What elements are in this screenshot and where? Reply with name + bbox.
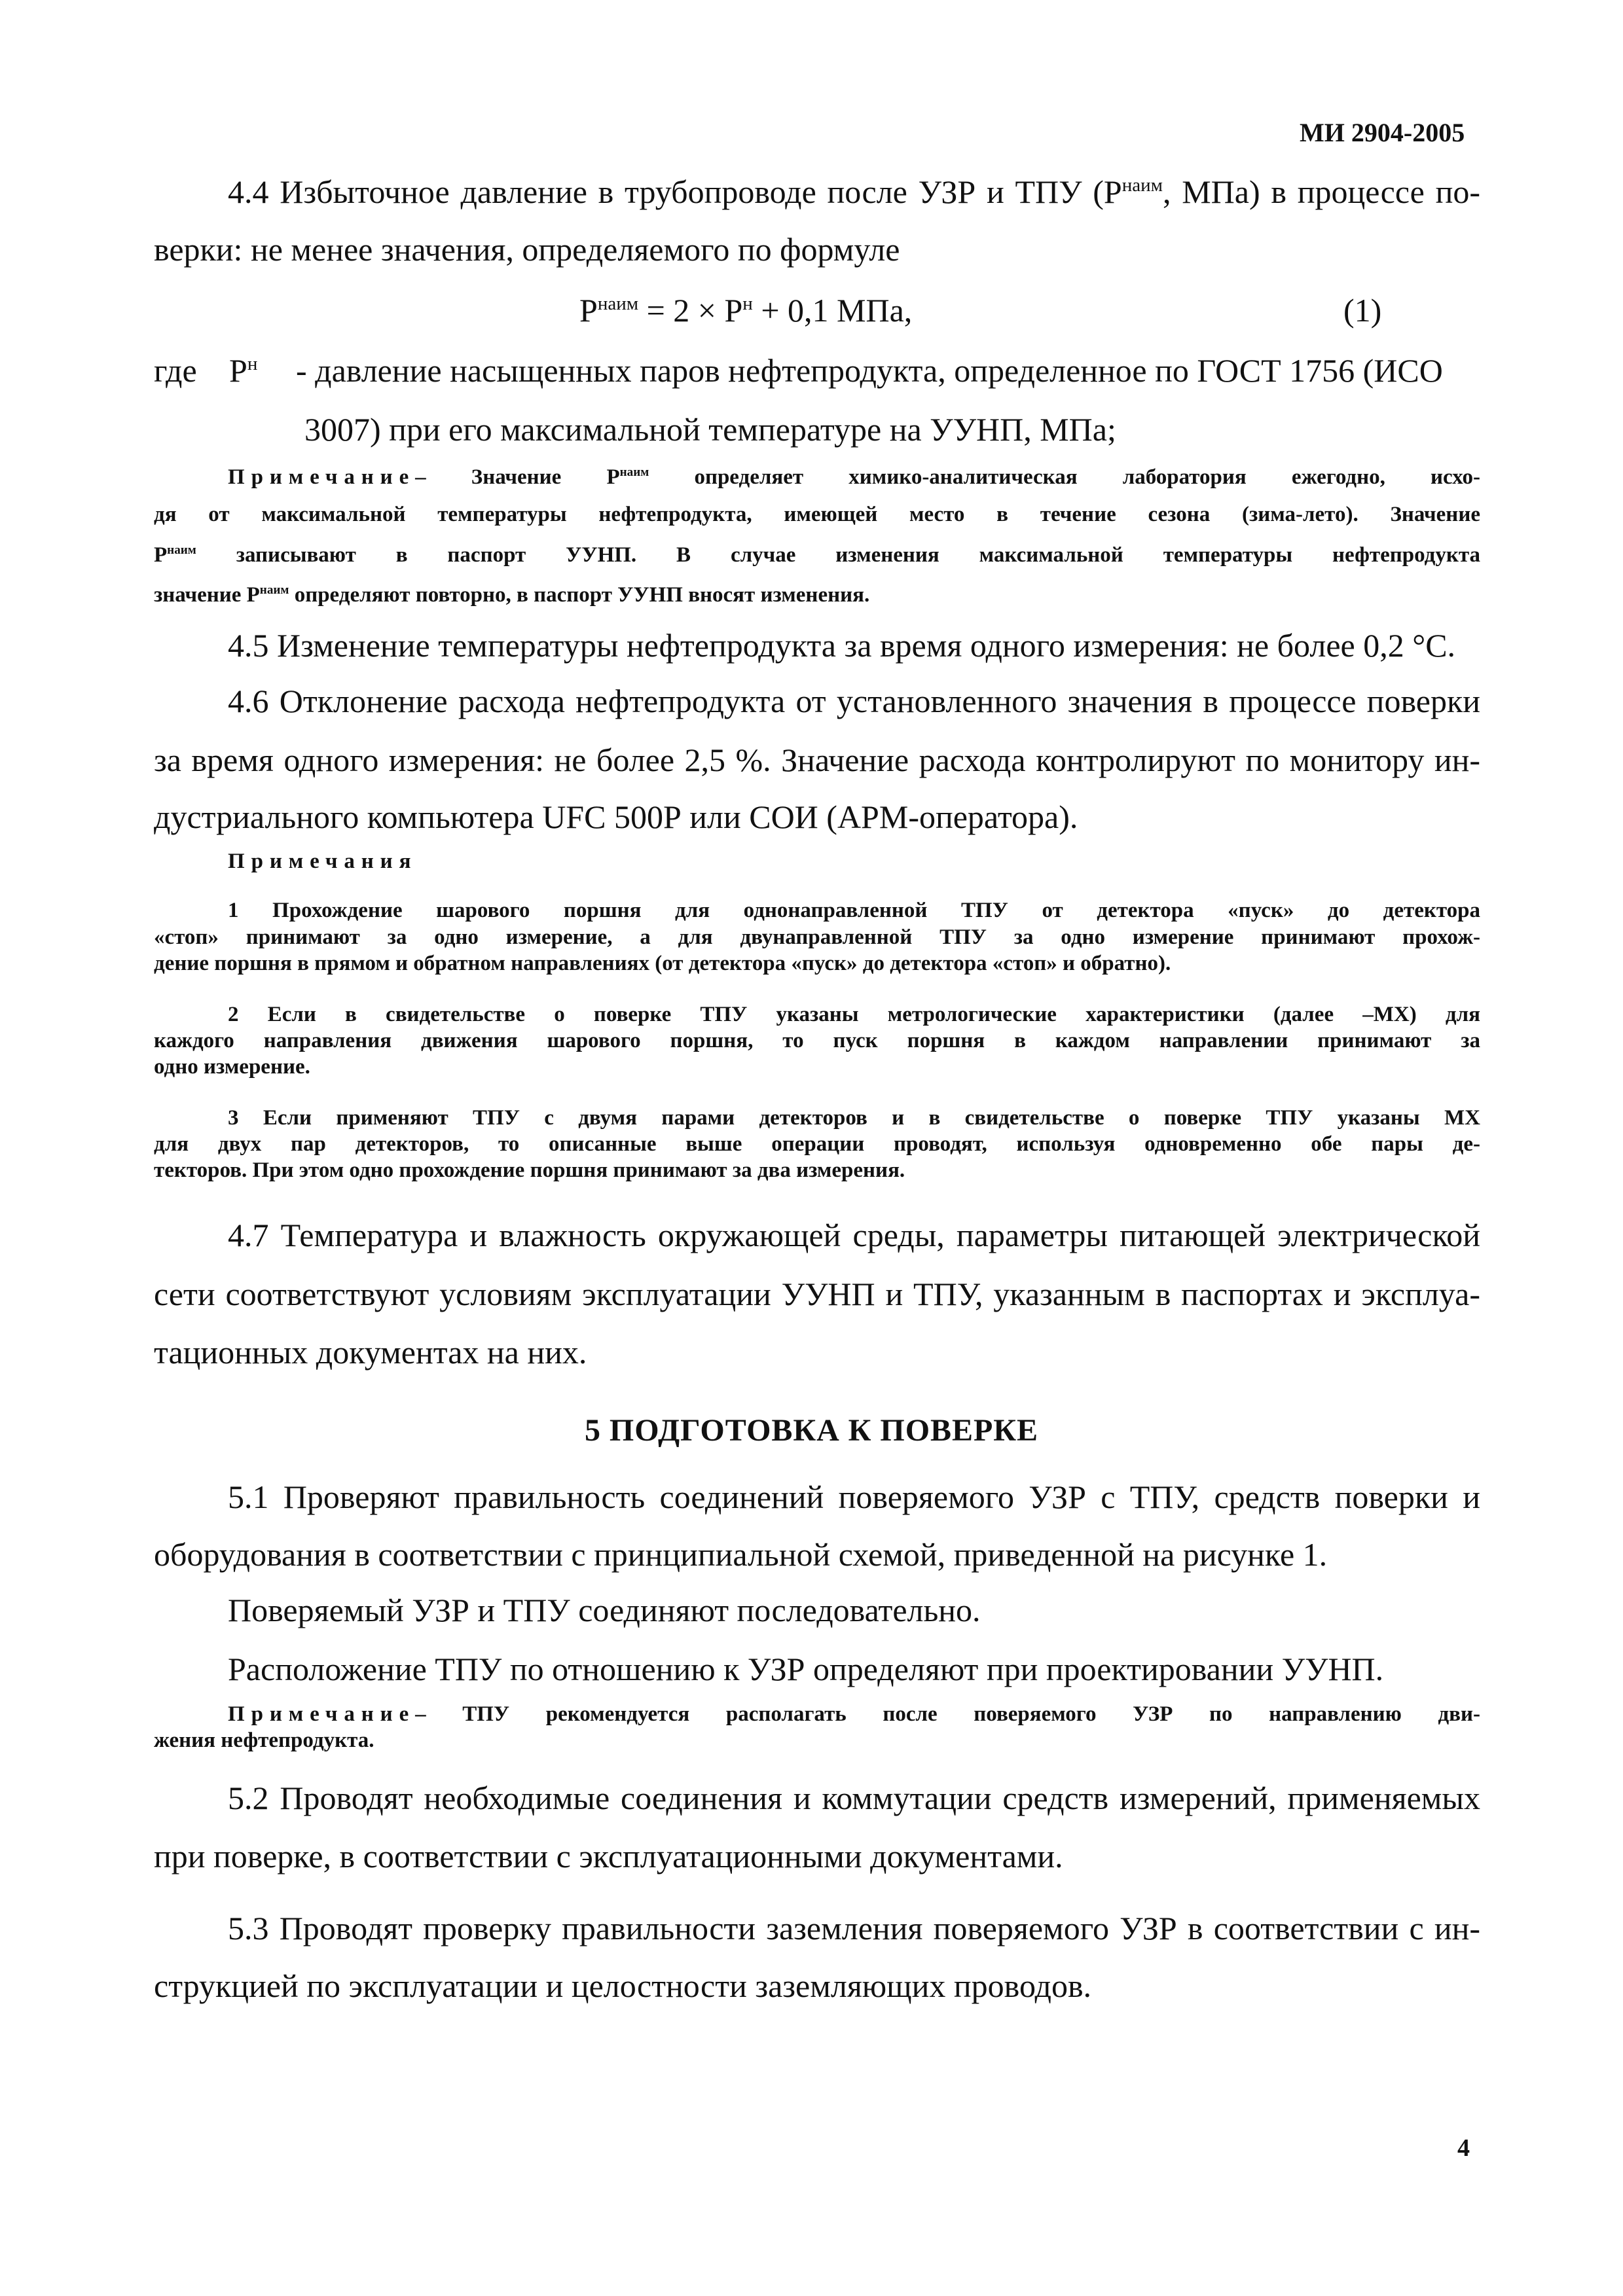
note-1-text-d: значение Р bbox=[154, 583, 260, 607]
paragraph-5-1-line-4: Расположение ТПУ по отношению к УЗР определяют при проектировании УУНП. bbox=[228, 1651, 1384, 1687]
where-symbol bbox=[229, 354, 257, 387]
formula-number: (1) bbox=[1343, 292, 1382, 329]
note-item-3-line-3: текторов. При этом одно прохождение поршня принимают за два измерения. bbox=[154, 1158, 905, 1182]
paragraph-4-4-line-2: верки: не менее значения, определяемого по формуле bbox=[154, 231, 900, 268]
note-item-3-line-2: для двух пар детекторов, то описанные выше операции проводят, используя одновременно обе пары де- bbox=[154, 1132, 1480, 1156]
note-1-head: Примечание bbox=[228, 465, 416, 489]
note-2-line-1 bbox=[228, 1704, 1480, 1725]
where-symbol-p: Р bbox=[229, 352, 247, 389]
note-1-p: Р bbox=[154, 543, 168, 567]
paragraph-5-1-line-1: 5.1 Проверяют правильность соединений поверяемого УЗР с ТПУ, средств поверки и bbox=[228, 1479, 1480, 1515]
document-code: МИ 2904-2005 bbox=[1300, 118, 1465, 147]
note-item-3-line-1: 3 Если применяют ТПУ с двумя парами детекторов и в свидетельстве о поверке ТПУ указаны МХ bbox=[228, 1106, 1480, 1130]
paragraph-5-3-line-1: 5.3 Проводят проверку правильности заземления поверяемого УЗР в соответствии с ин- bbox=[228, 1910, 1480, 1946]
paragraph-4-6-line-3: дустриального компьютера UFC 500Р или СОИ (АРМ-оператора). bbox=[154, 798, 1078, 835]
note-2-line-2: жения нефтепродукта. bbox=[154, 1729, 374, 1752]
note-1-line-1 bbox=[228, 467, 1480, 488]
where-definition-line-1: - давление насыщенных паров нефтепродукта, определенное по ГОСТ 1756 (ИСО bbox=[296, 352, 1443, 389]
note-2-head: Примечание bbox=[228, 1702, 416, 1726]
where-label: где bbox=[154, 352, 197, 389]
formula-p: Р bbox=[579, 292, 598, 329]
paragraph-4-6-line-2: за время одного измерения: не более 2,5 %. Значение расхода контролируют по монитору ин- bbox=[154, 742, 1480, 778]
notes-title: Примечания bbox=[228, 850, 418, 873]
paragraph-4-7-line-3: тационных документах на них. bbox=[154, 1334, 587, 1371]
paragraph-4-7-line-2: сети соответствуют условиям эксплуатации УУНП и ТПУ, указанным в паспортах и эксплуа- bbox=[154, 1276, 1480, 1312]
note-item-2-line-1: 2 Если в свидетельстве о поверке ТПУ указаны метрологические характеристики (далее –МХ) для bbox=[228, 1003, 1480, 1026]
note-1-text-b: определяет химико-аналитическая лаборатория ежегодно, исхо- bbox=[649, 465, 1480, 489]
formula-mid: = 2 × Р bbox=[638, 292, 743, 329]
note-2-text: – ТПУ рекомендуется располагать после поверяемого УЗР по направлению дви- bbox=[415, 1702, 1480, 1726]
p44-sup: наим bbox=[1122, 175, 1163, 196]
p44-text-b: , МПа) в процессе по- bbox=[1162, 173, 1480, 210]
paragraph-5-1-line-3: Поверяемый УЗР и ТПУ соединяют последовательно. bbox=[228, 1592, 981, 1628]
paragraph-4-6-line-1: 4.6 Отклонение расхода нефтепродукта от установленного значения в процессе поверки bbox=[228, 683, 1480, 719]
paragraph-4-5: 4.5 Изменение температуры нефтепродукта за время одного измерения: не более 0,2 °С. bbox=[228, 627, 1456, 664]
formula-1 bbox=[579, 294, 912, 327]
note-1-sup-3: наим bbox=[259, 583, 289, 598]
where-symbol-sup: н bbox=[247, 353, 258, 375]
where-definition-line-2: 3007) при его максимальной температуре на УУНП, МПа; bbox=[304, 411, 1116, 448]
note-1-line-4 bbox=[154, 584, 869, 606]
note-item-2-line-2: каждого направления движения шарового поршня, то пуск поршня в каждом направлении принимают за bbox=[154, 1029, 1480, 1052]
paragraph-5-3-line-2: струкцией по эксплуатации и целостности заземляющих проводов. bbox=[154, 1967, 1092, 2004]
note-1-text-a: – Значение Р bbox=[415, 465, 620, 489]
note-1-text-e: определяют повторно, в паспорт УУНП вносят изменения. bbox=[289, 583, 870, 607]
p44-text-a: 4.4 Избыточное давление в трубопроводе после УЗР и ТПУ (Р bbox=[228, 173, 1122, 210]
paragraph-5-1-line-2: оборудования в соответствии с принципиальной схемой, приведенной на рисунке 1. bbox=[154, 1536, 1328, 1573]
formula-sup-1: наим bbox=[597, 293, 639, 315]
note-item-1-line-3: дение поршня в прямом и обратном направлениях (от детектора «пуск» до детектора «стоп» и обратно). bbox=[154, 952, 1171, 975]
note-1-text-c: записывают в паспорт УУНП. В случае изменения максимальной температуры нефтепродукта bbox=[196, 543, 1480, 567]
note-1-line-2: дя от максимальной температуры нефтепродукта, имеющей место в течение сезона (зима-лето). Значение bbox=[154, 503, 1480, 526]
paragraph-5-2-line-2: при поверке, в соответствии с эксплуатационными документами. bbox=[154, 1838, 1063, 1874]
note-1-line-3 bbox=[154, 545, 1480, 566]
note-1-sup-1: наим bbox=[619, 465, 649, 480]
section-5-heading: 5 ПОДГОТОВКА К ПОВЕРКЕ bbox=[585, 1413, 1038, 1448]
formula-sup-2: н bbox=[742, 293, 753, 315]
paragraph-4-7-line-1: 4.7 Температура и влажность окружающей среды, параметры питающей электрической bbox=[228, 1217, 1480, 1253]
page-number: 4 bbox=[1457, 2134, 1470, 2162]
note-item-1-line-2: «стоп» принимают за одно измерение, а для двунаправленной ТПУ за одно измерение принимают прохож- bbox=[154, 925, 1480, 949]
paragraph-4-4-line-1 bbox=[228, 175, 1480, 208]
note-1-sup-2: наим bbox=[167, 543, 196, 558]
note-item-1-line-1: 1 Прохождение шарового поршня для однонаправленной ТПУ от детектора «пуск» до детектора bbox=[228, 899, 1480, 922]
formula-tail: + 0,1 МПа, bbox=[752, 292, 913, 329]
note-item-2-line-3: одно измерение. bbox=[154, 1055, 310, 1079]
paragraph-5-2-line-1: 5.2 Проводят необходимые соединения и коммутации средств измерений, применяемых bbox=[228, 1780, 1480, 1816]
